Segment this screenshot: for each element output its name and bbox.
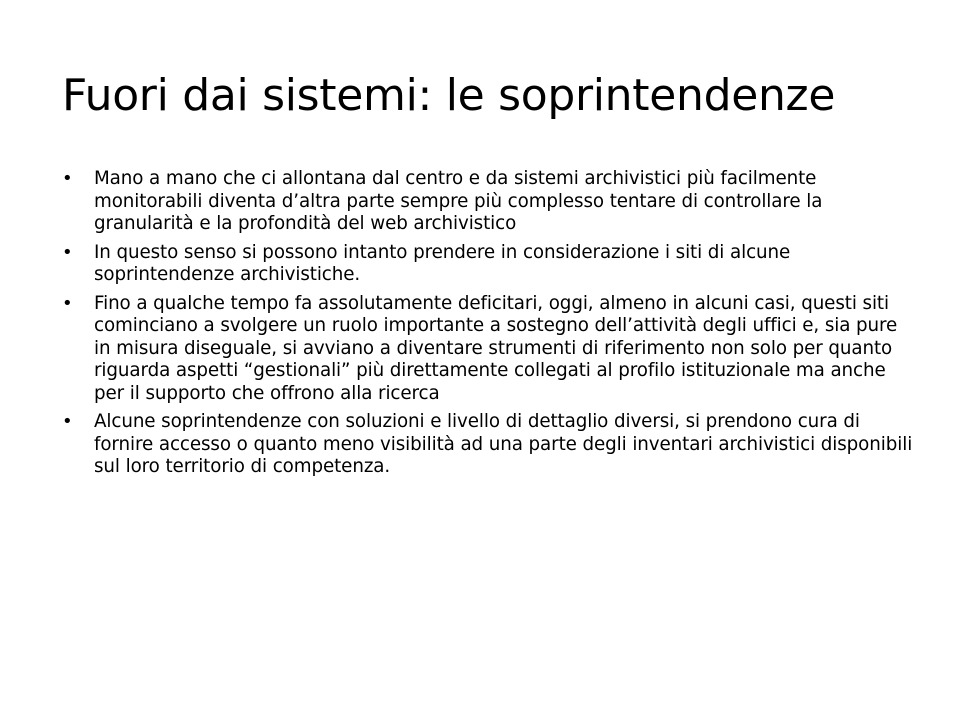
bullet-item: [62, 293, 914, 406]
bullet-text: In questo senso si possono intanto prendere in considerazione i siti di alcune soprintendenze archivistiche.: [94, 241, 791, 285]
bullet-text: Alcune soprintendenze con soluzioni e livello di dettaglio diversi, si prendono cura di fornire accesso o quanto meno visibilità ad una parte degli inventari archivistici disponibili sul loro territorio di competenza.: [94, 411, 913, 477]
bullet-text: Mano a mano che ci allontana dal centro e da sistemi archivistici più facilmente monitorabili diventa d’altra parte sempre più complesso tentare di controllare la granularità e la profondità del web archivistico: [94, 168, 823, 234]
bullet-item: [62, 242, 914, 287]
bullet-icon: •: [62, 292, 73, 314]
bullet-item: [62, 168, 914, 236]
bullet-text: Fino a qualche tempo fa assolutamente deficitari, oggi, almeno in alcuni casi, questi siti cominciano a svolgere un ruolo importante a sostegno dell’attività degli uffici e, sia pure in misura diseguale, si avviano a diventare strumenti di riferimento non solo per quanto riguarda aspetti “gestionali” più direttamente collegati al profilo istituzionale ma anche per il supporto che offrono alla ricerca: [94, 292, 898, 404]
bullet-list: [62, 168, 914, 485]
bullet-icon: •: [62, 241, 73, 263]
bullet-item: [62, 411, 914, 479]
bullet-icon: •: [62, 168, 73, 189]
slide-title: Fuori dai sistemi: le soprintendenze: [62, 70, 836, 121]
bullet-icon: •: [62, 411, 73, 432]
